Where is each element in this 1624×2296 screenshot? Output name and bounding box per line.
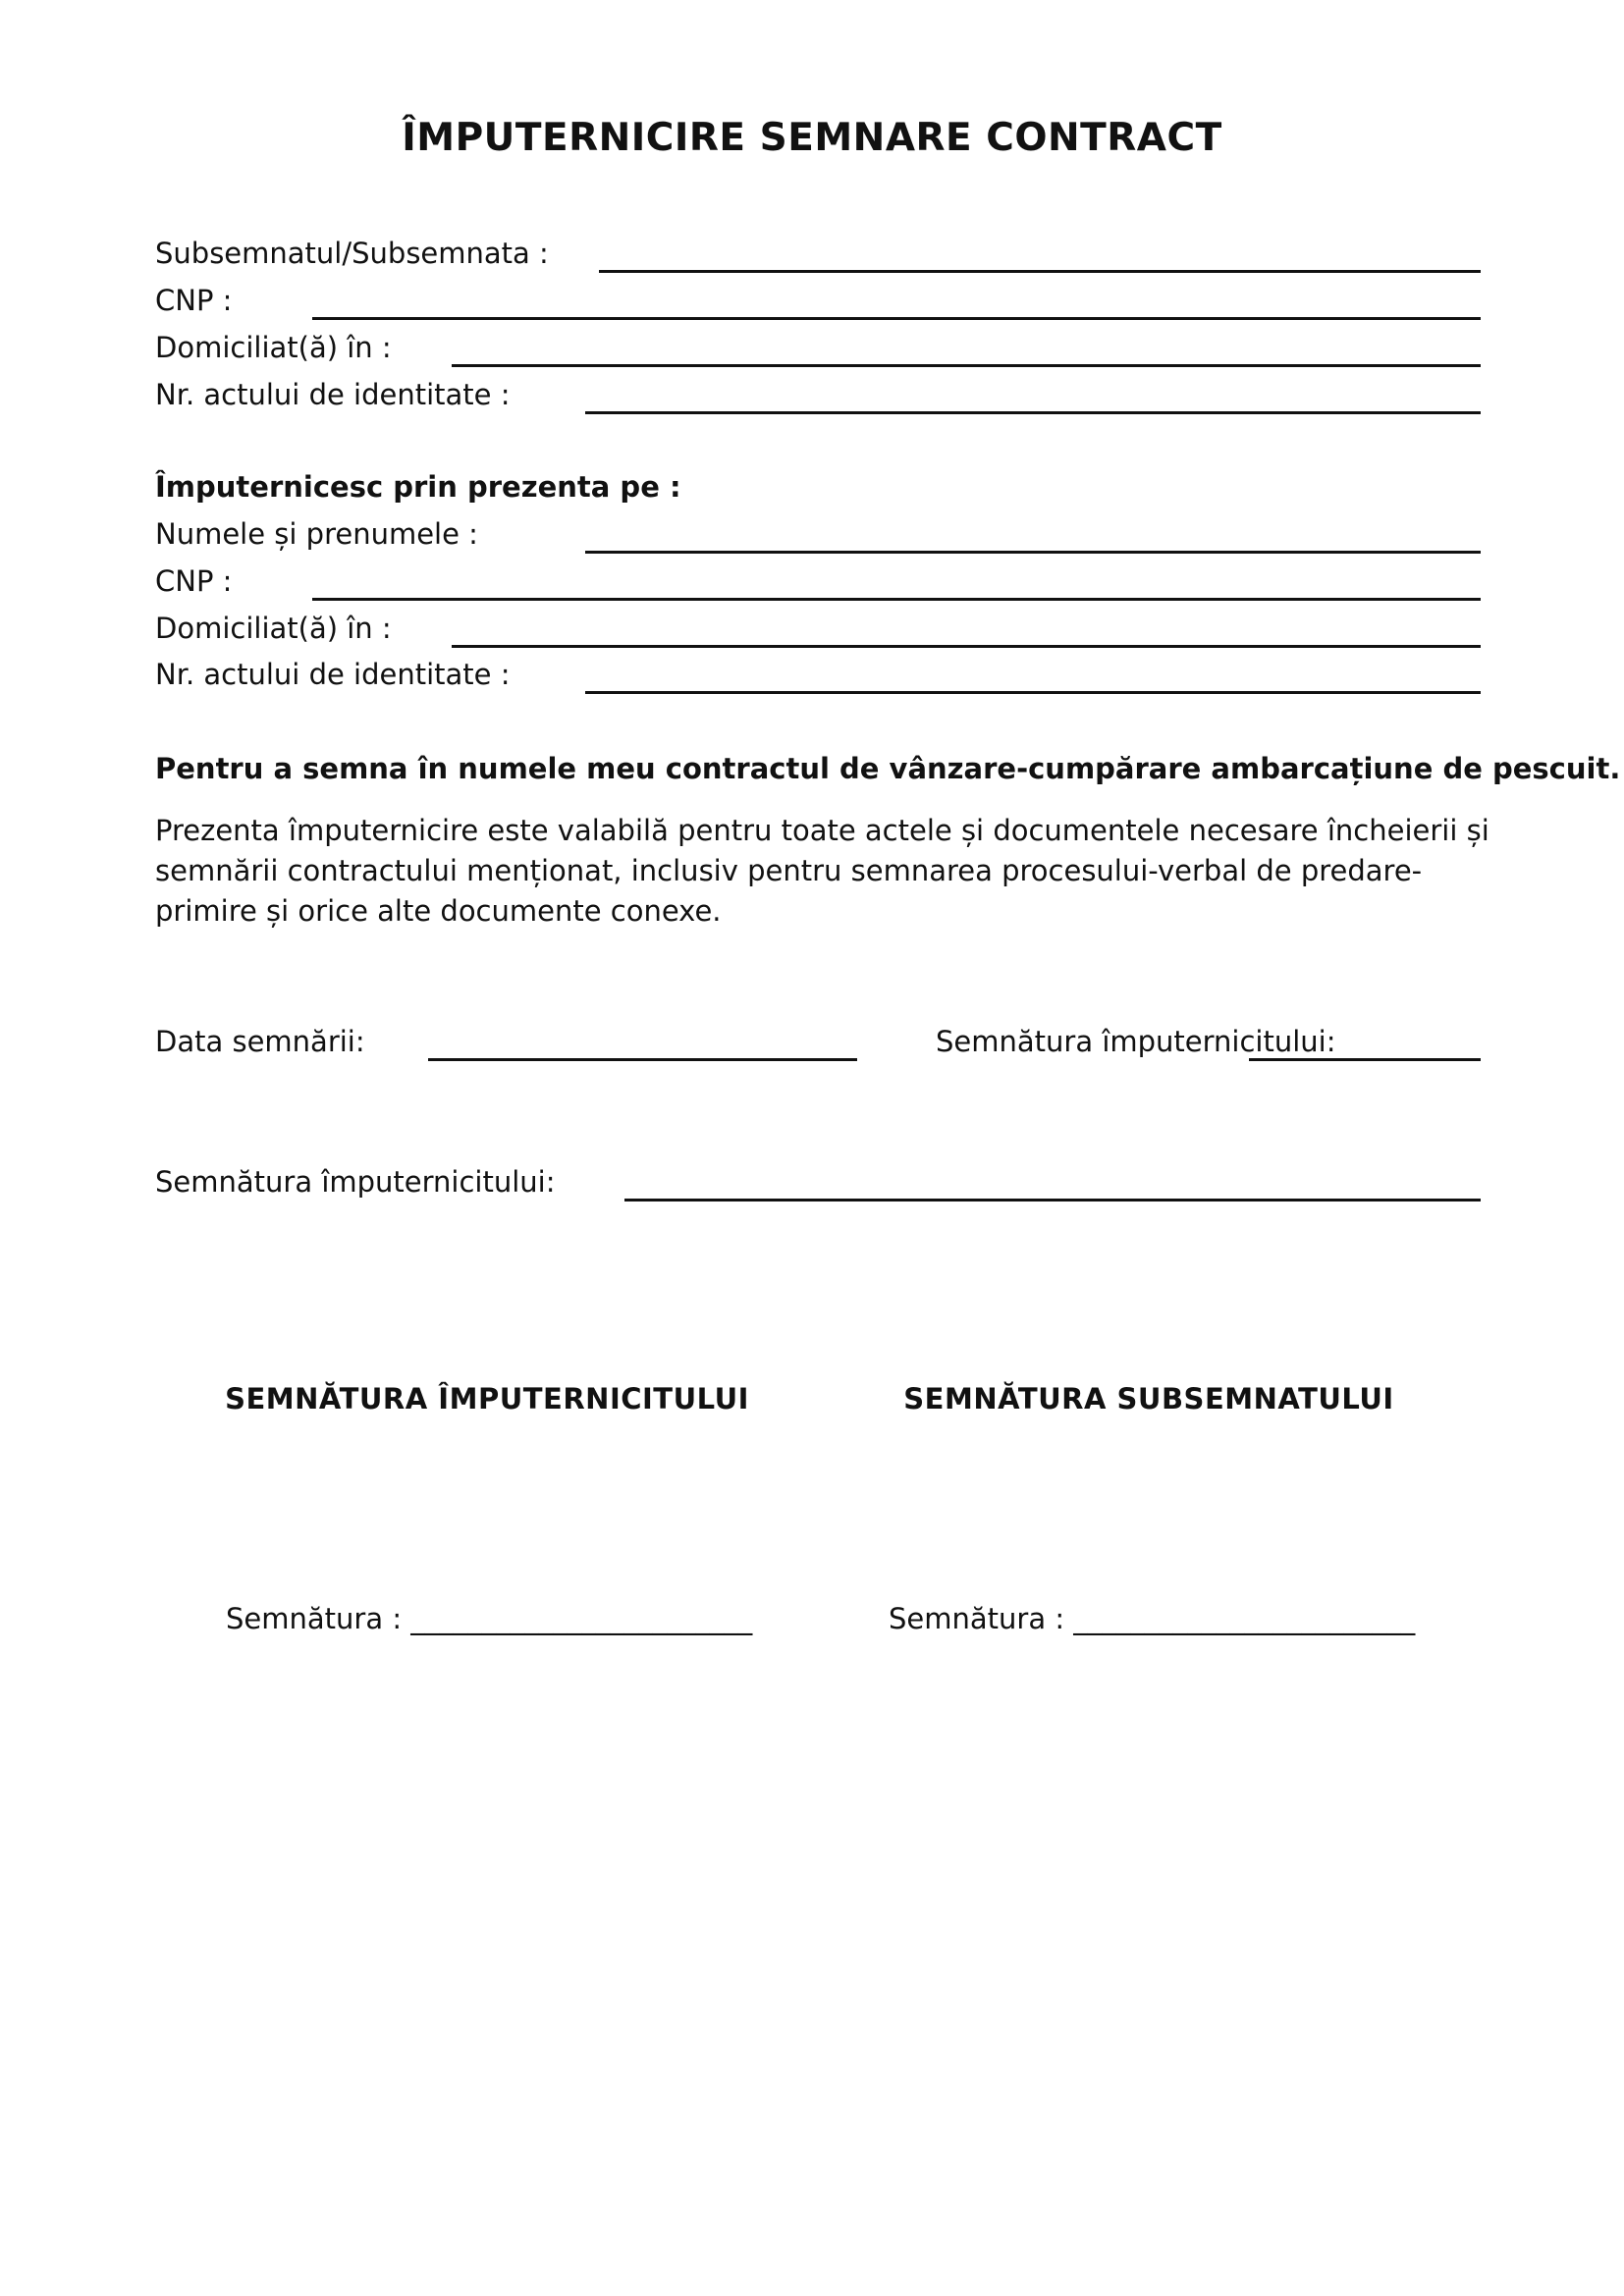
signing-date-label: Data semnării: <box>155 1025 365 1058</box>
agent-cnp-field[interactable] <box>312 598 1481 601</box>
principal-name-field[interactable] <box>599 270 1481 273</box>
agent-signature-field[interactable] <box>624 1199 1481 1201</box>
agent-name-field[interactable] <box>585 551 1481 554</box>
agent-signature-field-right[interactable] <box>1249 1058 1481 1061</box>
agent-signature-line[interactable]: Semnătura : ________________________ <box>226 1602 753 1635</box>
principal-address-label: Domiciliat(ă) în : <box>155 331 392 364</box>
principal-signature-line[interactable]: Semnătura : ________________________ <box>889 1602 1416 1635</box>
agent-address-field[interactable] <box>452 645 1481 648</box>
principal-id-field[interactable] <box>585 411 1481 414</box>
purpose-statement: Pentru a semna în numele meu contractul de vânzare-cumpărare ambarcațiune de pescuit. <box>155 752 1621 785</box>
principal-name-label: Subsemnatul/Subsemnata : <box>155 237 549 270</box>
document-title: ÎMPUTERNICIRE SEMNARE CONTRACT <box>402 116 1222 160</box>
agent-signature-label-right: Semnătura împuternicitului: <box>936 1025 1336 1058</box>
principal-cnp-label: CNP : <box>155 284 233 317</box>
agent-id-label: Nr. actului de identitate : <box>155 658 511 691</box>
principal-address-field[interactable] <box>452 364 1481 367</box>
signing-date-field[interactable] <box>428 1058 857 1061</box>
agent-signature-block-heading: SEMNĂTURA ÎMPUTERNICITULUI <box>225 1382 749 1415</box>
agent-address-label: Domiciliat(ă) în : <box>155 612 392 645</box>
agent-signature-label: Semnătura împuternicitului: <box>155 1165 556 1199</box>
principal-signature-block-heading: SEMNĂTURA SUBSEMNATULUI <box>903 1382 1394 1415</box>
agent-cnp-label: CNP : <box>155 564 233 598</box>
agent-id-field[interactable] <box>585 691 1481 694</box>
validity-paragraph: Prezenta împuternicire este valabilă pentru toate actele și documentele necesare încheierii și semnării contractului menționat, inclusiv pentru semnarea procesului-verbal de predare-primire și orice alte documente conexe. <box>155 814 1489 928</box>
principal-id-label: Nr. actului de identitate : <box>155 378 511 411</box>
agent-name-label: Numele și prenumele : <box>155 517 478 551</box>
agent-heading: Împuternicesc prin prezenta pe : <box>155 470 681 504</box>
principal-cnp-field[interactable] <box>312 317 1481 320</box>
